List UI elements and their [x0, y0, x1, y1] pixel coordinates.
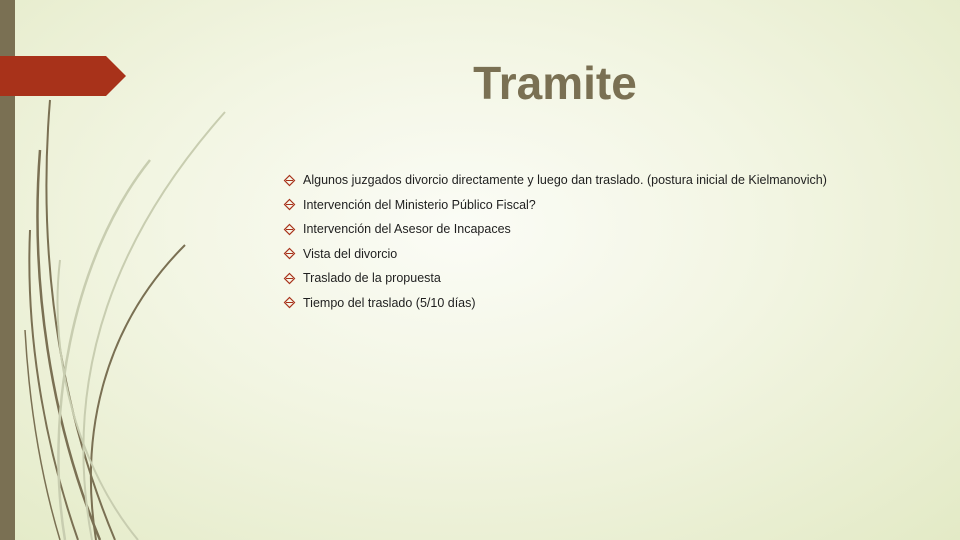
bullet-text: Intervención del Asesor de Incapaces — [303, 222, 511, 237]
list-item — [283, 217, 923, 242]
bullet-text: Traslado de la propuesta — [303, 271, 441, 286]
bullet-text: Vista del divorcio — [303, 246, 398, 261]
diamond-outline-icon — [283, 296, 296, 309]
list-item — [283, 242, 923, 267]
list-item — [283, 291, 923, 316]
list-item — [283, 266, 923, 291]
bullet-list — [283, 168, 923, 315]
diamond-outline-icon — [283, 223, 296, 236]
slide-title: Tramite — [473, 57, 637, 109]
list-item — [283, 168, 923, 193]
bullet-text: Tiempo del traslado (5/10 días) — [303, 295, 476, 310]
list-item — [283, 193, 923, 218]
diamond-outline-icon — [283, 174, 296, 187]
diamond-outline-icon — [283, 247, 296, 260]
bullet-text: Algunos juzgados divorcio directamente y luego dan traslado. (postura inicial de Kielmanovich) — [303, 173, 827, 188]
bullet-text: Intervención del Ministerio Público Fiscal? — [303, 197, 536, 212]
title-ribbon — [0, 56, 126, 96]
diamond-outline-icon — [283, 272, 296, 285]
diamond-outline-icon — [283, 198, 296, 211]
